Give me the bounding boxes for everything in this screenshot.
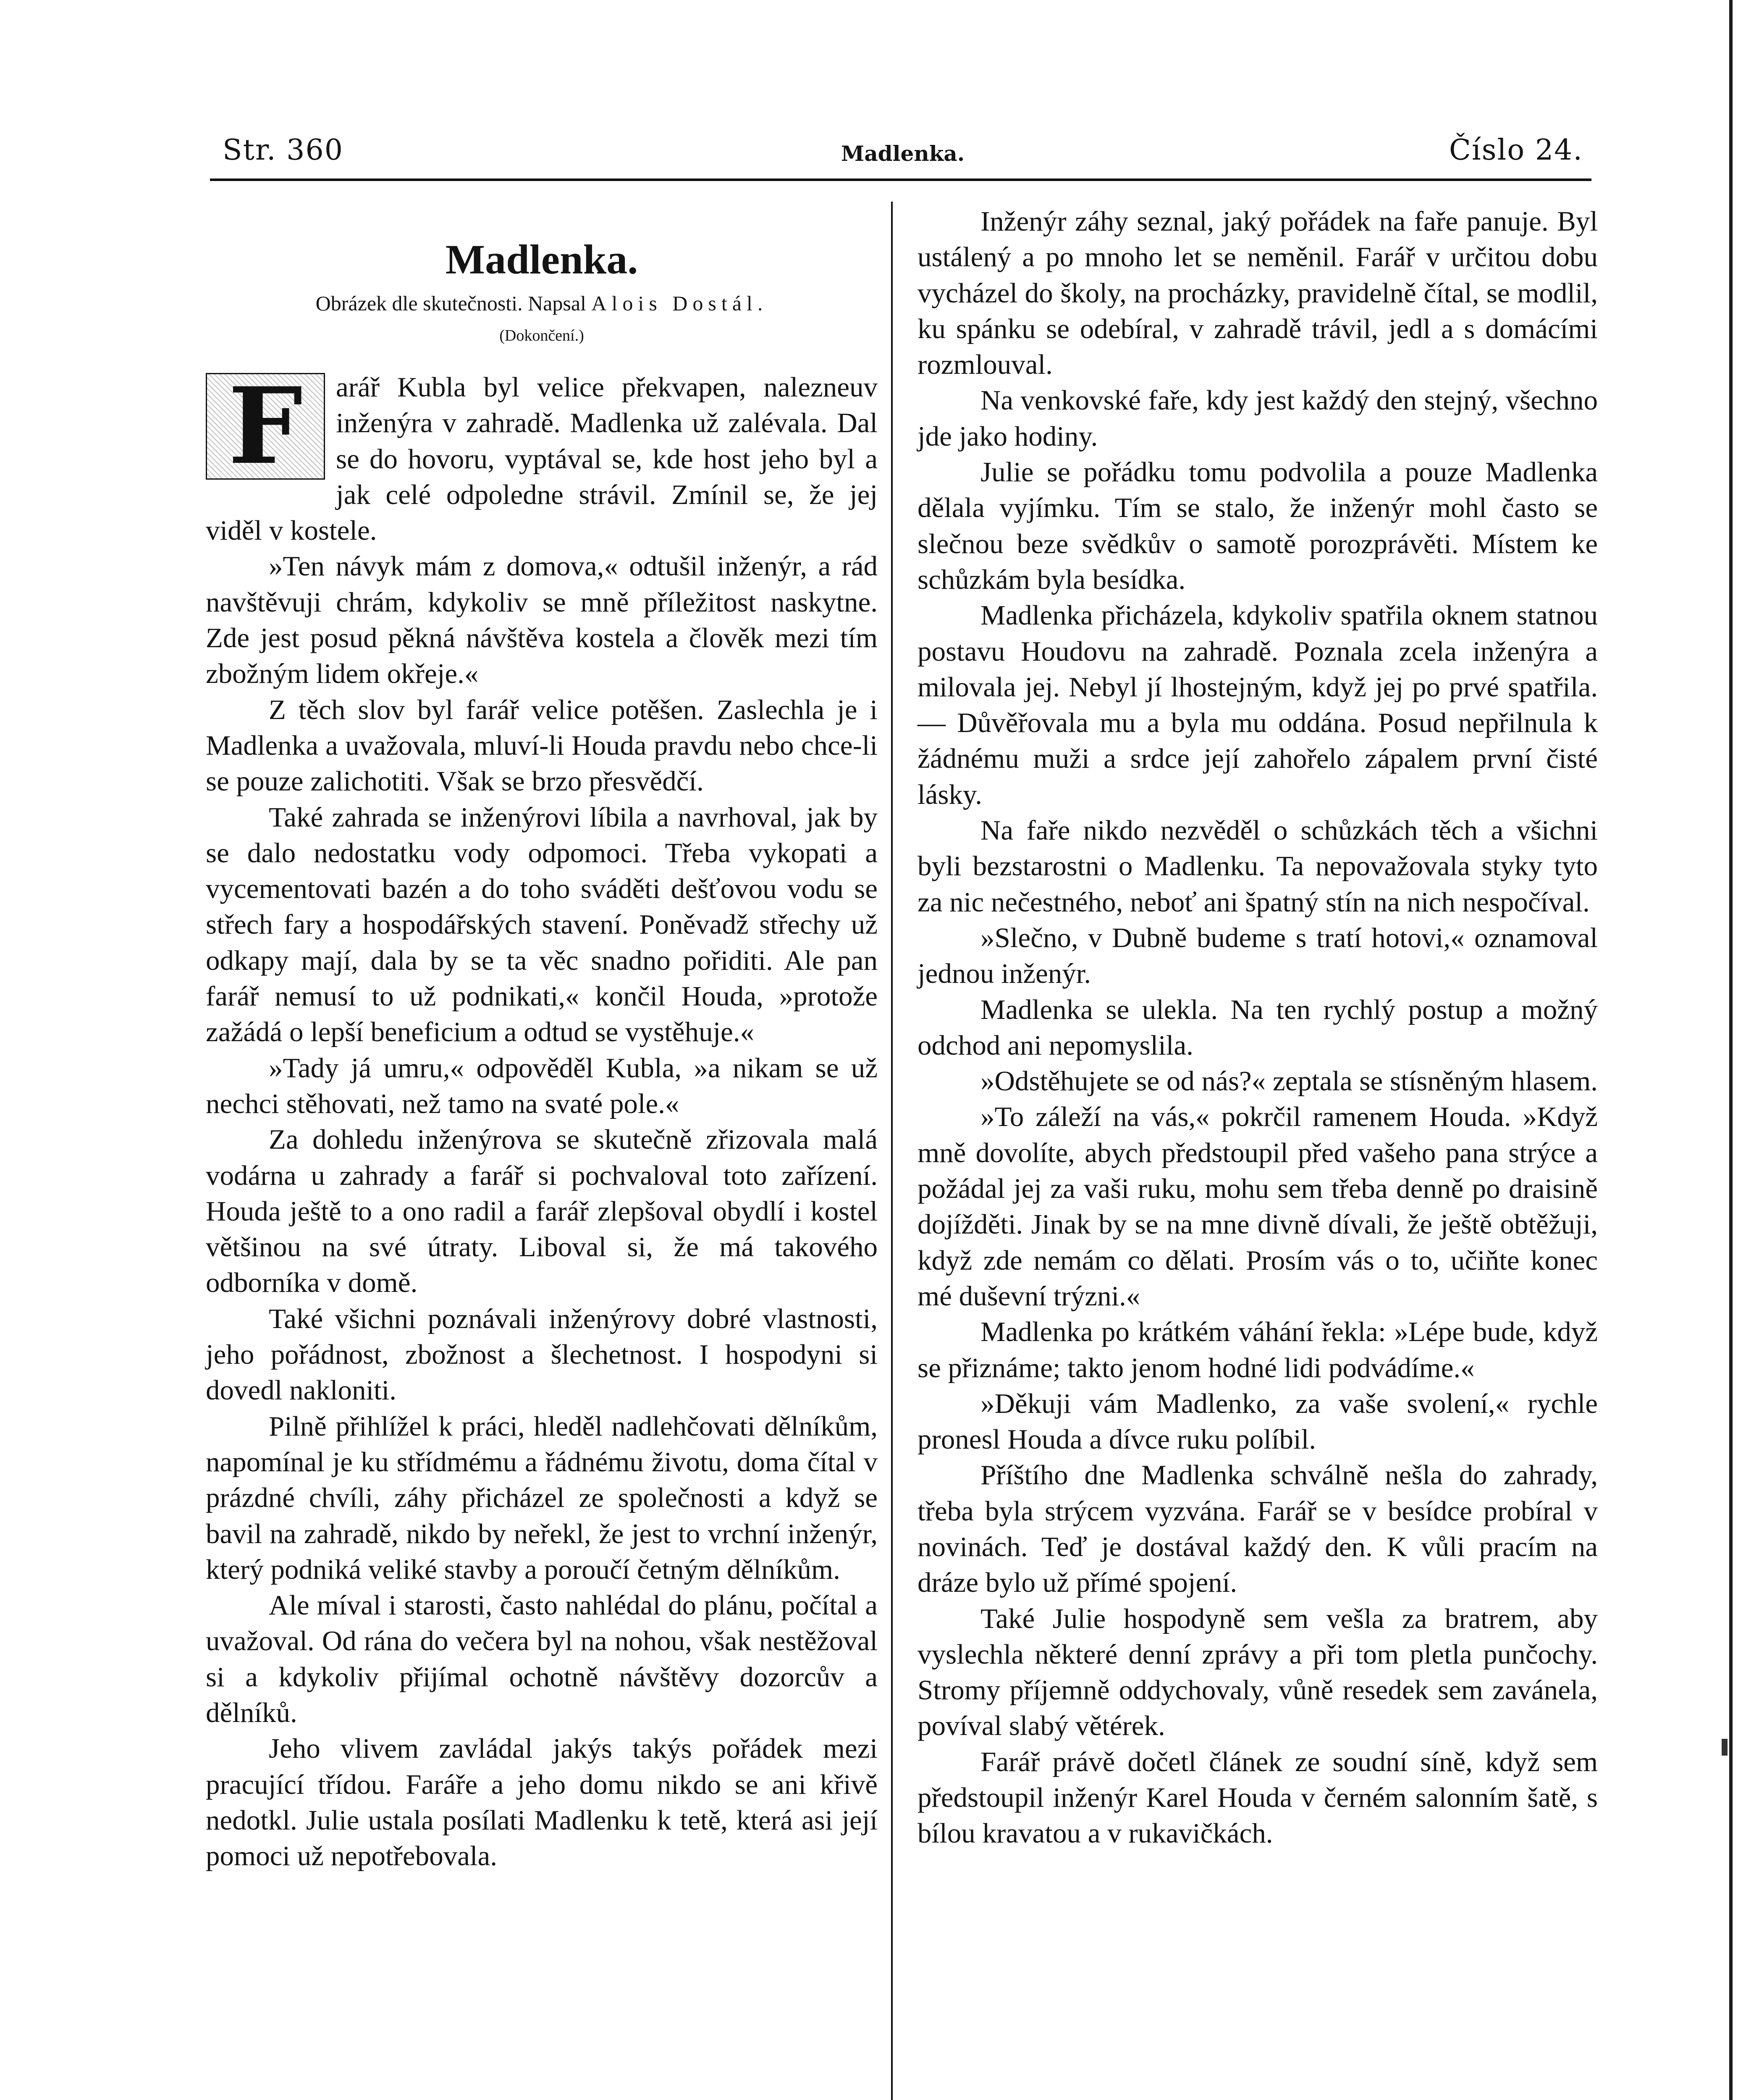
paragraph: Příštího dne Madlenka schválně nešla do zahrady, třeba byla strýcem vyzvána. Farář se v besídce probíral v novinách. Teď je dostával každý den. K vůli pracím na dráze bylo už přímé spojení. xyxy=(918,1460,1598,1599)
paragraph: Pilně přihlížel k práci, hleděl nadlehčovati dělníkům, napomínal je ku střídmému a řádnému životu, doma čítal v prázdné chvíli, záhy přicházel ze společnosti a když se bavil na zahradě, nikdo by neřekl, že jest to vrchní inženýr, který podniká veliké stavby a poroučí četným dělníkům. xyxy=(206,1410,878,1585)
paragraph: Na venkovské faře, kdy jest každý den stejný, všechno jde jako hodiny. xyxy=(918,385,1598,452)
paragraph: Madlenka se ulekla. Na ten rychlý postup a možný odchod ani nepomyslila. xyxy=(918,994,1598,1061)
paragraph: Také zahrada se inženýrovi líbila a navrhoval, jak by se dalo nedostatku vody odpomoci. Třeba vykopati a vycementovati bazén a do toho sváděti dešťovou vodu se střech fary a hospodářských stavení. Poněvadž střechy už odkapy mají, dala by se ta věc snadno pořiditi. Ale pan farář nemusí to už podnikati,« končil Houda, »protože zažádá o lepší beneficium a odtud se vystěhuje.« xyxy=(206,801,878,1048)
running-title: Madlenka. xyxy=(841,141,965,166)
paragraph: Z těch slov byl farář velice potěšen. Zaslechla je i Madlenka a uvažovala, mluví-li Houda pravdu nebo chce-li se pouze zalichotiti. Však se brzo přesvědčí. xyxy=(206,694,878,797)
paragraph: »Tady já umru,« odpověděl Kubla, »a nikam se už nechci stěhovati, než tamo na svaté pole.« xyxy=(206,1052,878,1119)
paragraph: Jeho vlivem zavládal jakýs takýs pořádek mezi pracující třídou. Faráře a jeho domu nikdo se ani křivě nedotkl. Julie ustala posílati Madlenku k tetě, která asi její pomoci už nepotřebovala. xyxy=(206,1733,878,1872)
subtitle-text: Obrázek dle skutečnosti. Napsal xyxy=(315,291,586,315)
paragraph: Madlenka přicházela, kdykoliv spatřila oknem statnou postavu Houdovu na zahradě. Poznala zcela inženýra a milovala jej. Nebyl jí lhostejným, když jej po prvé spatřila. — Důvěřovala mu a byla mu oddána. Posud nepřilnula k žádnému muži a srdce její zahořelo zápalem první čisté lásky. xyxy=(918,600,1598,810)
scan-edge-line xyxy=(1729,0,1733,2100)
author-name: Alois Dostál. xyxy=(591,291,768,315)
paragraph: Julie se pořádku tomu podvolila a pouze Madlenka dělala vyjímku. Tím se stalo, že inženýr mohl často se slečnou beze svědkův o samotě porozprávěti. Místem ke schůzkám byla besídka. xyxy=(918,457,1598,595)
paragraph: Za dohledu inženýrova se skutečně zřizovala malá vodárna u zahrady a farář si pochvaloval toto zařízení. Houda ještě to a ono radil a farář zlepšoval obydlí i kostel většinou na své útraty. Liboval si, že má takového odborníka v domě. xyxy=(206,1124,878,1299)
right-column xyxy=(918,204,1598,1852)
article-title: Madlenka. xyxy=(445,236,638,283)
page-number: Str. 360 xyxy=(223,134,343,167)
page-header xyxy=(223,134,1583,184)
dropcap-frame xyxy=(206,364,328,488)
paragraph: »To záleží na vás,« pokrčil ramenem Houda. »Když mně dovolíte, abych předstoupil před vašeho pana strýce a požádal jej za vaši ruku, mohu sem třeba denně po draisině dojížděti. Jinak by se na mne divně dívali, že ještě obtěžuji, když zde nemám co dělati. Prosím vás o to, učiňte konec mé duševní trýzni.« xyxy=(918,1101,1598,1312)
header-rule xyxy=(210,178,1591,181)
paragraph: Také Julie hospodyně sem vešla za bratrem, aby vyslechla některé denní zprávy a při tom pletla punčochy. Stromy příjemně oddychovaly, vůně resedek sem zavánela, povíval slabý větérek. xyxy=(918,1603,1598,1742)
paragraph: »Ten návyk mám z domova,« odtušil inženýr, a rád navštěvuji chrám, kdykoliv se mně příležitost naskytne. Zde jest posud pěkná návštěva kostela a člověk mezi tím zbožným lidem okřeje.« xyxy=(206,551,878,690)
column-divider xyxy=(891,202,893,2100)
paragraph: »Odstěhujete se od nás?« zeptala se stísněným hlasem. xyxy=(980,1066,1598,1097)
scan-mark xyxy=(1722,1739,1728,1756)
paragraph: »Děkuji vám Madlenko, za vaše svolení,« rychle pronesl Houda a dívce ruku políbil. xyxy=(918,1388,1598,1455)
paragraph: Madlenka po krátkém váhání řekla: »Lépe bude, když se přiznáme; takto jenom hodné lidi podvádíme.« xyxy=(918,1316,1598,1383)
paragraph: arář Kubla byl velice překvapen, nalezneuv inženýra v zahradě. Madlenka už zalévala. Dal se do hovoru, vyptával se, kde host jeho byl a jak celé odpoledne strávil. Zmínil se, že jej viděl v kostele. xyxy=(206,372,878,546)
paragraph: Ale míval i starosti, často nahlédal do plánu, počítal a uvažoval. Od rána do večera byl na nohou, však nestěžoval si a kdykoliv přijímal ochotně návštěvy dozorcův a dělníků. xyxy=(206,1590,878,1728)
article-subtitle xyxy=(206,291,878,315)
left-column xyxy=(206,364,878,1874)
paragraph: Inženýr záhy seznal, jaký pořádek na faře panuje. Byl ustálený a po mnoho let se neměnil. Farář v určitou dobu vycházel do školy, na procházky, pravidelně čítal, se modlil, ku spánku se odebíral, v zahradě trávil, jedl a s domácími rozmlouval. xyxy=(918,206,1598,381)
paragraph: Farář právě dočetl článek ze soudní síně, když sem předstoupil inženýr Karel Houda v černém salonním šatě, s bílou kravatou a v rukavičkách. xyxy=(918,1746,1598,1849)
paragraph: Také všichni poznávali inženýrovy dobré vlastnosti, jeho pořádnost, zbožnost a šlechetnost. I hospodyni si dovedl nakloniti. xyxy=(206,1303,878,1406)
issue-number: Číslo 24. xyxy=(1449,134,1583,167)
paragraph: Na faře nikdo nezvěděl o schůzkách těch a všichni byli bezstarostni o Madlenku. Ta nepovažovala styky tyto za nic nečestného, neboť ani špatný stín na nich nespočíval. xyxy=(918,815,1598,918)
continuation-note: (Dokončení.) xyxy=(499,327,584,344)
dropcap-initial: F xyxy=(206,373,325,480)
paragraph: »Slečno, v Dubně budeme s tratí hotovi,« oznamoval jednou inženýr. xyxy=(918,922,1598,990)
article-heading xyxy=(206,235,878,355)
